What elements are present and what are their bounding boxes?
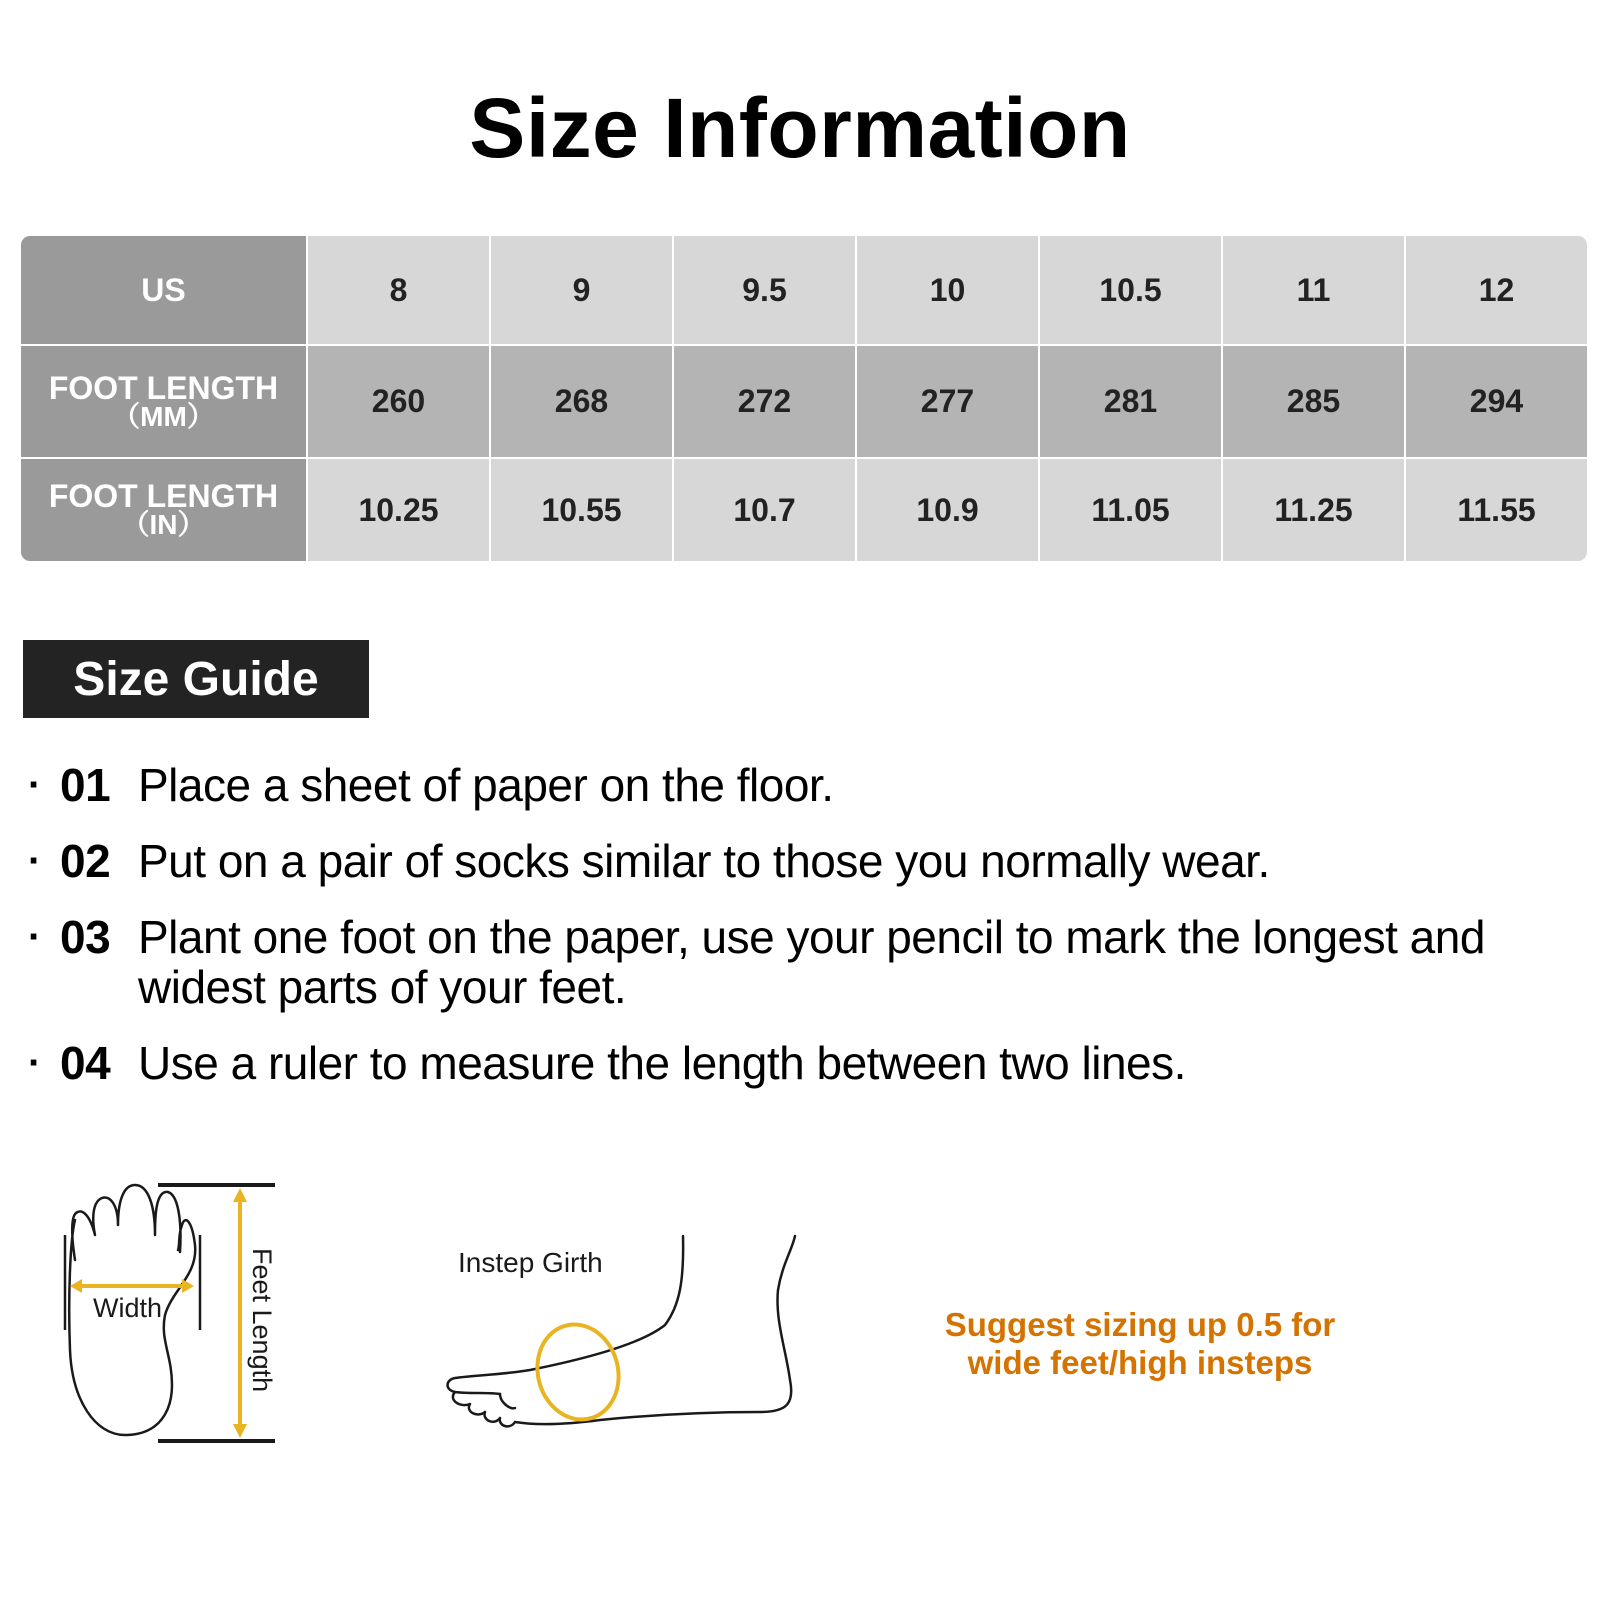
step-number: 03 <box>60 911 111 963</box>
table-cell: 268 <box>491 346 672 457</box>
bullet-icon: · <box>28 763 41 807</box>
list-item <box>28 836 1588 886</box>
table-cell: 281 <box>1040 346 1221 457</box>
list-item <box>28 1038 1588 1088</box>
table-cell: 11.55 <box>1406 459 1587 561</box>
row-header-label: US <box>141 272 186 308</box>
width-arrowhead-left-icon <box>70 1279 82 1293</box>
table-cell: 10.25 <box>308 459 489 561</box>
bullet-icon: · <box>28 915 41 959</box>
width-arrowhead-right-icon <box>182 1279 194 1293</box>
table-cell: 285 <box>1223 346 1404 457</box>
step-number: 02 <box>60 835 111 887</box>
step-number: 01 <box>60 759 111 811</box>
table-cell: 9.5 <box>674 236 855 344</box>
table-cell: 11.25 <box>1223 459 1404 561</box>
table-cell: 294 <box>1406 346 1587 457</box>
step-text: Use a ruler to measure the length between two lines. <box>138 1037 1186 1089</box>
table-cell: 8 <box>308 236 489 344</box>
bullet-icon: · <box>28 839 41 883</box>
table-cell: 10 <box>857 236 1038 344</box>
row-header-foot-length-in <box>21 459 306 561</box>
table-cell: 10.55 <box>491 459 672 561</box>
width-label: Width <box>93 1293 163 1323</box>
row-header-label: FOOT LENGTH <box>48 369 279 406</box>
list-item <box>28 760 1588 810</box>
length-arrowhead-bottom-icon <box>233 1424 247 1438</box>
length-label: Feet Length <box>247 1248 277 1393</box>
size-guide-heading: Size Guide <box>23 640 369 718</box>
table-cell: 277 <box>857 346 1038 457</box>
table-cell: 12 <box>1406 236 1587 344</box>
row-header-foot-length-mm <box>21 346 306 457</box>
table-cell: 11 <box>1223 236 1404 344</box>
table-cell: 11.05 <box>1040 459 1221 561</box>
row-header-unit: （IN） <box>121 509 206 540</box>
list-item <box>28 912 1588 1012</box>
step-text: Place a sheet of paper on the floor. <box>138 759 834 811</box>
suggestion-line-1: Suggest sizing up 0.5 for <box>944 1306 1336 1343</box>
table-cell: 10.7 <box>674 459 855 561</box>
foot-measurement-diagram <box>0 1180 880 1500</box>
row-header-label: FOOT LENGTH <box>48 478 279 514</box>
step-number: 04 <box>60 1037 111 1089</box>
table-cell: 10.5 <box>1040 236 1221 344</box>
page-title: Size Information <box>469 81 1131 175</box>
table-cell: 272 <box>674 346 855 457</box>
sizing-suggestion <box>900 1306 1380 1382</box>
table-cell: 10.9 <box>857 459 1038 561</box>
table-cell: 260 <box>308 346 489 457</box>
suggestion-line-2: wide feet/high insteps <box>967 1344 1313 1381</box>
step-text: Plant one foot on the paper, use your pencil to mark the longest and widest parts of your feet. <box>138 911 1485 1013</box>
table-cell: 9 <box>491 236 672 344</box>
row-header-unit: （MM） <box>112 400 215 432</box>
steps-list <box>28 760 1588 1114</box>
size-table <box>21 236 1587 561</box>
instep-label: Instep Girth <box>458 1247 603 1278</box>
length-arrowhead-top-icon <box>233 1188 247 1202</box>
row-header-us <box>21 236 306 344</box>
step-text: Put on a pair of socks similar to those you normally wear. <box>138 835 1270 887</box>
instep-girth-ring <box>527 1315 629 1428</box>
bullet-icon: · <box>28 1041 41 1085</box>
